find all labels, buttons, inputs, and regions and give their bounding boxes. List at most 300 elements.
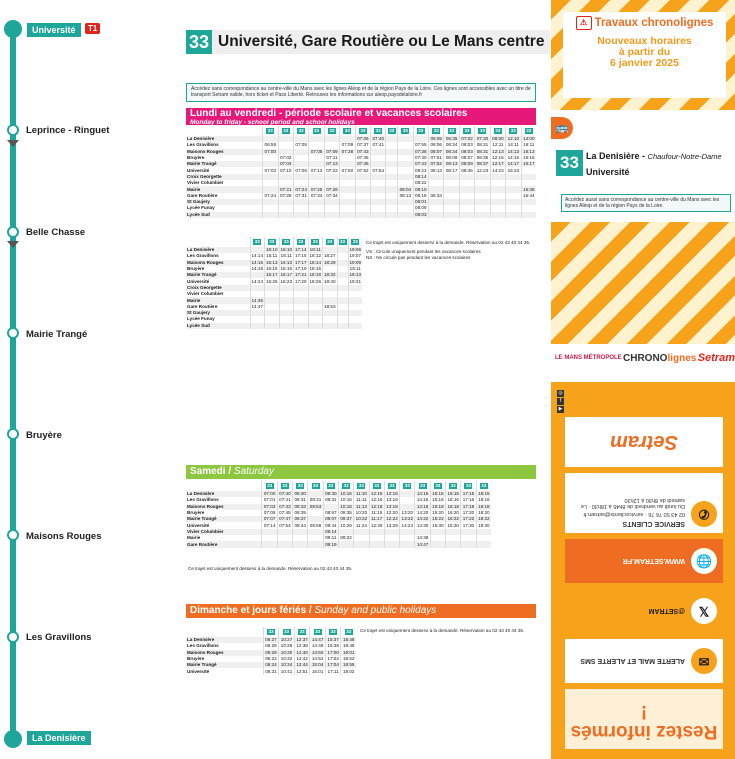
time-cell: 07:51 <box>430 155 442 161</box>
time-cell: 07:45 <box>357 155 369 161</box>
time-cell <box>506 212 521 218</box>
time-cell: 16:11 <box>280 253 292 259</box>
time-cell: 16:36 <box>523 186 535 192</box>
bottom-terminus: La Denisière <box>27 731 91 745</box>
time-cell: 09:31 <box>325 497 337 503</box>
header-cell <box>446 481 461 491</box>
info-flyer <box>551 382 735 759</box>
time-cell <box>398 212 413 218</box>
time-cell: 14:16 <box>416 497 429 503</box>
time-cell: 08:34 <box>445 142 458 148</box>
line-badge-icon: 33 <box>352 239 358 244</box>
weekday-table-2 <box>186 237 362 329</box>
x-logo-icon: 𝕏 <box>691 598 717 624</box>
line-badge-icon: 33 <box>282 483 288 488</box>
note-ns: NS : Ne circule pas pendant les vacances scolaires <box>366 255 471 260</box>
time-cell: 15:10 <box>266 247 278 253</box>
time-cell: 18:12 <box>309 253 321 259</box>
time-cell: 15:01 <box>310 668 326 674</box>
header-cell <box>338 481 353 491</box>
header-cell <box>415 481 430 491</box>
stop-cell: Maisons Rouges <box>186 650 263 656</box>
time-cell: 18:53 <box>324 303 336 309</box>
header-cell <box>459 126 474 136</box>
time-cell: 14:36 <box>251 297 263 303</box>
stop-name: Leprince - Ringuet <box>26 125 110 136</box>
table-row <box>186 323 362 329</box>
time-cell: 17:17 <box>295 259 307 265</box>
saturday-header: Samedi / Saturday <box>186 465 536 479</box>
time-cell: 14:20 <box>416 510 429 516</box>
time-cell: 14:17 <box>507 161 520 167</box>
time-cell: 12:18 <box>370 503 383 509</box>
stop-cell: St Gaujery <box>186 310 250 316</box>
time-cell: 16:22 <box>447 516 459 522</box>
time-cell: 08:07 <box>430 148 442 154</box>
stop-cell: Université <box>187 522 210 528</box>
stop-cell: Vivier Columbier <box>187 180 224 186</box>
header-cell <box>341 627 356 637</box>
time-cell: 15:30 <box>432 522 444 528</box>
time-cell: 07:34 <box>310 192 323 198</box>
line-badge-icon: 33 <box>298 128 304 133</box>
stop-cell: Mairie <box>186 297 250 303</box>
time-cell <box>279 323 294 329</box>
instagram-icon[interactable]: ◎ <box>558 390 563 396</box>
time-cell <box>446 541 461 547</box>
time-cell: 19:21 <box>349 278 361 284</box>
line-badge-icon: 33 <box>358 483 364 488</box>
time-cell: 07:11 <box>324 155 339 161</box>
time-cell: 17:11 <box>325 668 341 674</box>
header-cell <box>325 627 341 637</box>
time-cell <box>278 212 293 218</box>
time-cell: 08:17 <box>445 167 458 173</box>
stop-name: Mairie Trangé <box>26 329 88 340</box>
time-cell <box>444 212 459 218</box>
time-cell: 14:47 <box>310 637 326 643</box>
weekday-notes <box>366 240 536 261</box>
travaux-line: Nouveaux horaires <box>597 35 692 47</box>
time-cell: 08:13 <box>430 167 442 173</box>
stop-cell: Les Gravillons <box>187 253 219 259</box>
time-cell <box>400 541 415 547</box>
time-cell: 10:27 <box>279 637 295 643</box>
time-cell: 12:20 <box>386 510 398 516</box>
time-cell: 10:29 <box>340 522 352 528</box>
time-cell: 14:15 <box>416 491 429 497</box>
line-badge-icon: 33 <box>299 629 305 634</box>
time-cell: 18:16 <box>478 497 490 503</box>
time-cell: 18:11 <box>309 247 321 253</box>
time-cell: 06:59 <box>264 142 277 148</box>
header-cell <box>398 126 413 136</box>
time-cell: 13:22 <box>401 516 414 522</box>
time-cell: 07:36 <box>415 148 427 154</box>
time-cell: 07:14 <box>263 522 276 528</box>
time-cell: 07:55 <box>415 142 427 148</box>
time-cell: 10:22 <box>355 516 368 522</box>
time-cell: 07:02 <box>461 136 473 142</box>
time-cell: 16:13 <box>523 148 535 154</box>
line-badge-icon: 33 <box>449 128 455 133</box>
time-cell: 08:44 <box>294 522 306 528</box>
phone-icon: ✆ <box>691 501 717 527</box>
stop-cell: Mairie <box>187 535 201 541</box>
time-cell: 07:25 <box>310 186 323 192</box>
stop-name: Bruyère <box>26 430 62 441</box>
line-badge-icon: 33 <box>404 483 410 488</box>
time-cell: 09:37 <box>340 516 352 522</box>
social-icons <box>557 390 564 413</box>
time-cell: 14:38 <box>416 535 429 541</box>
time-cell: 08:37 <box>294 516 306 522</box>
time-cell: 08:57 <box>325 510 337 516</box>
alert-text: ALERTE MAIL ET ALERTE SMS <box>580 657 685 665</box>
time-cell: 17:02 <box>325 656 341 662</box>
alert-row[interactable] <box>565 639 723 683</box>
line-badge-icon: 33 <box>297 483 303 488</box>
service-row[interactable] <box>565 473 723 533</box>
header-cell <box>348 237 362 247</box>
time-cell: 08:13 <box>399 192 412 198</box>
time-cell: 12:40 <box>294 650 310 656</box>
service-detail: 02 43 50 76 76 · serviceclients@setram.fr <box>583 511 685 517</box>
line-badge-icon: 33 <box>420 483 426 488</box>
service-hours: Du lundi au vendredi de 8h45 à 18h30 · Le samedi de 8h30 à 12h30 <box>580 497 685 509</box>
line-badge-icon: 33 <box>510 128 516 133</box>
stop-cell: Bruyère <box>187 656 205 662</box>
time-cell: 07:09 <box>326 148 338 154</box>
time-cell: 07:30 <box>476 136 489 142</box>
header-cell <box>354 481 369 491</box>
weekday-title: Lundi au vendredi - période scolaire et vacances scolaires <box>190 108 468 119</box>
stop-cell: La Denisière <box>186 491 262 497</box>
time-cell: 14:24 <box>251 278 263 284</box>
stop-dot <box>7 529 19 541</box>
stop-cell: Bruyère <box>187 510 205 516</box>
time-cell: 07:22 <box>326 167 338 173</box>
line-badge-icon: 33 <box>330 629 336 634</box>
time-cell: 07:40 <box>372 136 384 142</box>
header-cell <box>186 126 263 136</box>
saturday-table <box>186 481 491 548</box>
time-cell: 08:01 <box>415 199 427 205</box>
time-cell: 18:32 <box>324 272 336 278</box>
time-cell: 15:25 <box>266 278 278 284</box>
header-cell <box>277 481 292 491</box>
time-cell: 19:09 <box>349 259 361 265</box>
time-cell: 11:13 <box>354 504 369 510</box>
stop-cell: Maisons Rouges <box>186 504 262 510</box>
time-cell: 18:53 <box>341 656 356 662</box>
envelope-icon: ✉ <box>691 648 717 674</box>
stop-cell: Les Gravillons <box>187 643 219 649</box>
time-cell: 16:23 <box>280 278 292 284</box>
time-cell: 15:18 <box>432 503 444 509</box>
time-cell: 07:46 <box>357 161 369 167</box>
time-cell: 12:37 <box>294 637 310 643</box>
time-cell <box>384 541 399 547</box>
time-cell: 15:04 <box>310 662 326 668</box>
chronolignes-logo <box>623 353 696 364</box>
time-cell: 14:50 <box>310 650 326 656</box>
time-cell: 08:30 <box>294 491 306 497</box>
route-from: La Denisière <box>586 151 640 161</box>
time-cell: 14:24 <box>401 522 414 528</box>
time-cell <box>324 212 339 218</box>
line-badge-icon: 33 <box>283 128 289 133</box>
time-cell: 16:17 <box>280 272 292 278</box>
line-badge-icon: 33 <box>313 483 319 488</box>
line-badge-icon: 33 <box>375 128 381 133</box>
stop-cell: Mairie Trangé <box>186 662 263 668</box>
route-to: Université <box>586 167 630 177</box>
line-badge-icon: 33 <box>389 483 395 488</box>
web-text: WWW.SETRAM.FR <box>622 557 685 565</box>
time-cell: 08:58 <box>309 522 322 528</box>
time-cell: 07:03 <box>263 503 276 509</box>
time-cell: 06:24 <box>263 662 279 668</box>
table-row <box>186 541 491 547</box>
time-cell: 16:10 <box>280 247 292 253</box>
time-cell: 10:18 <box>340 503 352 509</box>
time-cell: 15:17 <box>266 272 278 278</box>
youtube-icon[interactable]: ▶ <box>558 406 563 412</box>
time-cell <box>369 541 384 547</box>
time-cell: 07:05 <box>310 148 323 154</box>
stop-cell: Croix Georgette <box>186 285 250 291</box>
time-cell <box>461 541 476 547</box>
time-cell: 08:18 <box>415 192 427 198</box>
time-cell: 12:17 <box>492 161 504 167</box>
time-cell: 08:31 <box>476 142 489 148</box>
time-cell <box>308 541 323 547</box>
line-badge-icon: 33 <box>327 239 333 244</box>
time-cell: 12:23 <box>476 167 489 173</box>
time-cell: 06:29 <box>263 650 279 656</box>
time-cell: 14:18 <box>416 503 429 509</box>
time-cell: 15:20 <box>432 510 444 516</box>
time-cell: 08:34 <box>445 148 458 154</box>
time-cell: 07:54 <box>372 167 384 173</box>
saturday-subtitle: Saturday <box>233 466 274 477</box>
time-cell: 14:14 <box>251 253 263 259</box>
time-cell: 10:16 <box>340 497 352 503</box>
weekday-header <box>186 108 536 125</box>
stop-cell: Vivier Columbier <box>187 291 224 297</box>
stop-cell: Lycée Sud <box>186 323 250 329</box>
line-badge-icon: 33 <box>346 629 352 634</box>
time-cell: 14:47 <box>416 541 429 547</box>
time-cell: 18:40 <box>324 278 336 284</box>
time-cell: 17:30 <box>462 522 475 528</box>
route-info: Accédez aussi sans correspondance au centre-ville du Mans avec les lignes Aléop et de la région Pays de la Loire. <box>561 194 731 212</box>
time-cell: 11:15 <box>369 510 384 516</box>
time-cell: 08:23 <box>415 167 427 173</box>
time-cell: 07:40 <box>279 491 291 497</box>
time-cell: 17:19 <box>295 266 307 272</box>
table-row <box>186 643 356 649</box>
time-cell: 14:16 <box>251 259 263 265</box>
time-cell <box>459 212 474 218</box>
time-cell: 09:11 <box>323 535 338 541</box>
time-cell: 17:14 <box>295 247 307 253</box>
time-cell: 07:50 <box>341 167 354 173</box>
line-badge-icon: 33 <box>315 629 321 634</box>
lemans-logo: LE MANS MÉTROPOLE <box>555 355 622 361</box>
header-cell <box>309 126 324 136</box>
route-terminals: La Denisière - Chaufour-Notre-Dame Université <box>586 151 722 177</box>
stop-name: Belle Chasse <box>26 227 86 238</box>
time-cell: 07:00 <box>264 148 277 154</box>
time-cell: 07:06 <box>357 136 369 142</box>
time-cell: 09:22 <box>340 535 352 541</box>
table-row <box>186 260 362 266</box>
header-cell <box>475 126 490 136</box>
time-cell: 08:07 <box>461 155 473 161</box>
time-cell: 13:18 <box>386 503 398 509</box>
time-cell <box>386 212 398 218</box>
time-cell: 12:16 <box>370 497 383 503</box>
stop-cell: La Denisière <box>186 136 263 142</box>
stop-dot <box>7 631 19 643</box>
stop-cell: St Gaujery <box>186 199 263 205</box>
time-cell: 11:17 <box>369 516 384 522</box>
header-cell <box>413 126 428 136</box>
table-row <box>186 668 356 674</box>
stop-cell: Université <box>187 167 210 173</box>
time-cell: 12:15 <box>492 155 504 161</box>
time-cell: 07:21 <box>279 186 292 192</box>
header-cell <box>278 126 293 136</box>
stop-cell: Mairie <box>186 186 263 192</box>
time-cell: 08:00 <box>492 136 504 142</box>
time-cell: 07:07 <box>263 516 276 522</box>
time-cell: 18:27 <box>324 253 336 259</box>
time-cell: 13:20 <box>401 510 414 516</box>
weekday-table-1 <box>186 126 536 218</box>
header-cell <box>400 481 415 491</box>
line-badge-icon: 33 <box>465 483 471 488</box>
time-cell: 07:31 <box>295 192 307 198</box>
stop-cell: Bruyère <box>187 266 205 272</box>
time-cell <box>250 323 265 329</box>
time-cell <box>337 323 348 329</box>
line-badge-icon: 33 <box>360 128 366 133</box>
table-row <box>186 212 536 218</box>
time-cell: 07:52 <box>357 167 369 173</box>
time-cell: 14:30 <box>416 522 429 528</box>
time-cell: 18:18 <box>309 272 321 278</box>
top-terminus: Université <box>27 23 81 37</box>
time-cell <box>262 541 277 547</box>
time-cell: 19:01 <box>341 650 356 656</box>
line-badge-icon: 33 <box>435 483 441 488</box>
setram-brand: Setram <box>565 417 723 467</box>
time-cell: 15:15 <box>266 266 278 272</box>
time-cell: 09:07 <box>325 516 337 522</box>
time-cell: 16:23 <box>507 167 520 173</box>
time-cell: 07:43 <box>415 161 427 167</box>
time-cell: 07:05 <box>295 142 307 148</box>
time-cell: 08:31 <box>309 497 322 503</box>
time-cell: 14:52 <box>310 656 326 662</box>
time-cell: 18:29 <box>324 259 336 265</box>
time-cell <box>475 212 490 218</box>
time-cell: 18:16 <box>309 266 321 272</box>
time-cell: 16:20 <box>447 510 459 516</box>
header-cell <box>340 126 355 136</box>
time-cell: 16:15 <box>523 155 535 161</box>
time-cell <box>371 212 386 218</box>
time-cell: 07:13 <box>326 161 338 167</box>
line-badge-icon: 33 <box>328 483 334 488</box>
twitter-text: @SETRAM <box>648 607 685 615</box>
header-cell <box>279 237 294 247</box>
travaux-title-text: Travaux chronolignes <box>594 17 714 29</box>
route-heading <box>556 150 722 178</box>
web-row[interactable] <box>565 539 723 583</box>
line-badge-icon: 33 <box>314 128 320 133</box>
time-cell: 12:44 <box>294 662 310 668</box>
line-badge-icon: 33 <box>526 128 532 133</box>
time-cell <box>490 212 505 218</box>
time-cell: 17:18 <box>462 503 475 509</box>
stop-dot <box>7 124 19 136</box>
time-cell: 12:15 <box>370 491 383 497</box>
time-cell: 10:32 <box>279 656 295 662</box>
header-cell <box>279 627 295 637</box>
header-cell <box>476 481 491 491</box>
time-cell: 07:10 <box>279 167 292 173</box>
time-cell: 07:34 <box>326 192 338 198</box>
stop-cell: Vivier Columbier <box>186 529 262 535</box>
header-cell <box>371 126 386 136</box>
time-cell: 18:26 <box>309 278 321 284</box>
time-cell: 07:40 <box>415 155 427 161</box>
stop-dot <box>7 327 19 339</box>
line-badge-icon: 33 <box>329 128 335 133</box>
table-row <box>186 637 356 643</box>
time-cell: 16:15 <box>447 491 459 497</box>
stop-cell: Gare Routière <box>187 192 218 198</box>
logos-row <box>555 352 735 364</box>
travaux-line: à partir du <box>618 46 671 58</box>
time-cell: 10:30 <box>279 650 295 656</box>
time-cell: 09:19 <box>325 541 337 547</box>
table-header-row <box>186 481 491 491</box>
time-cell: 18:15 <box>478 491 490 497</box>
line-badge-icon: 33 <box>344 128 350 133</box>
time-cell: 16:18 <box>447 503 459 509</box>
facebook-icon[interactable]: f <box>557 398 564 405</box>
time-cell: 07:54 <box>279 522 291 528</box>
time-cell: 13:16 <box>386 497 398 503</box>
line-badge-icon: 33 <box>283 239 289 244</box>
line-badge-icon: 33 <box>418 128 424 133</box>
time-cell: 07:41 <box>279 497 291 503</box>
time-cell: 14:11 <box>506 142 521 148</box>
stop-cell: Université <box>187 278 210 284</box>
travaux-box <box>563 12 726 98</box>
stop-cell: Bruyère <box>187 155 205 161</box>
time-cell: 07:52 <box>430 161 442 167</box>
time-cell: 16:38 <box>325 643 341 649</box>
time-cell: 18:20 <box>478 510 490 516</box>
time-cell: 16:44 <box>523 192 535 198</box>
twitter-row[interactable] <box>565 589 723 633</box>
